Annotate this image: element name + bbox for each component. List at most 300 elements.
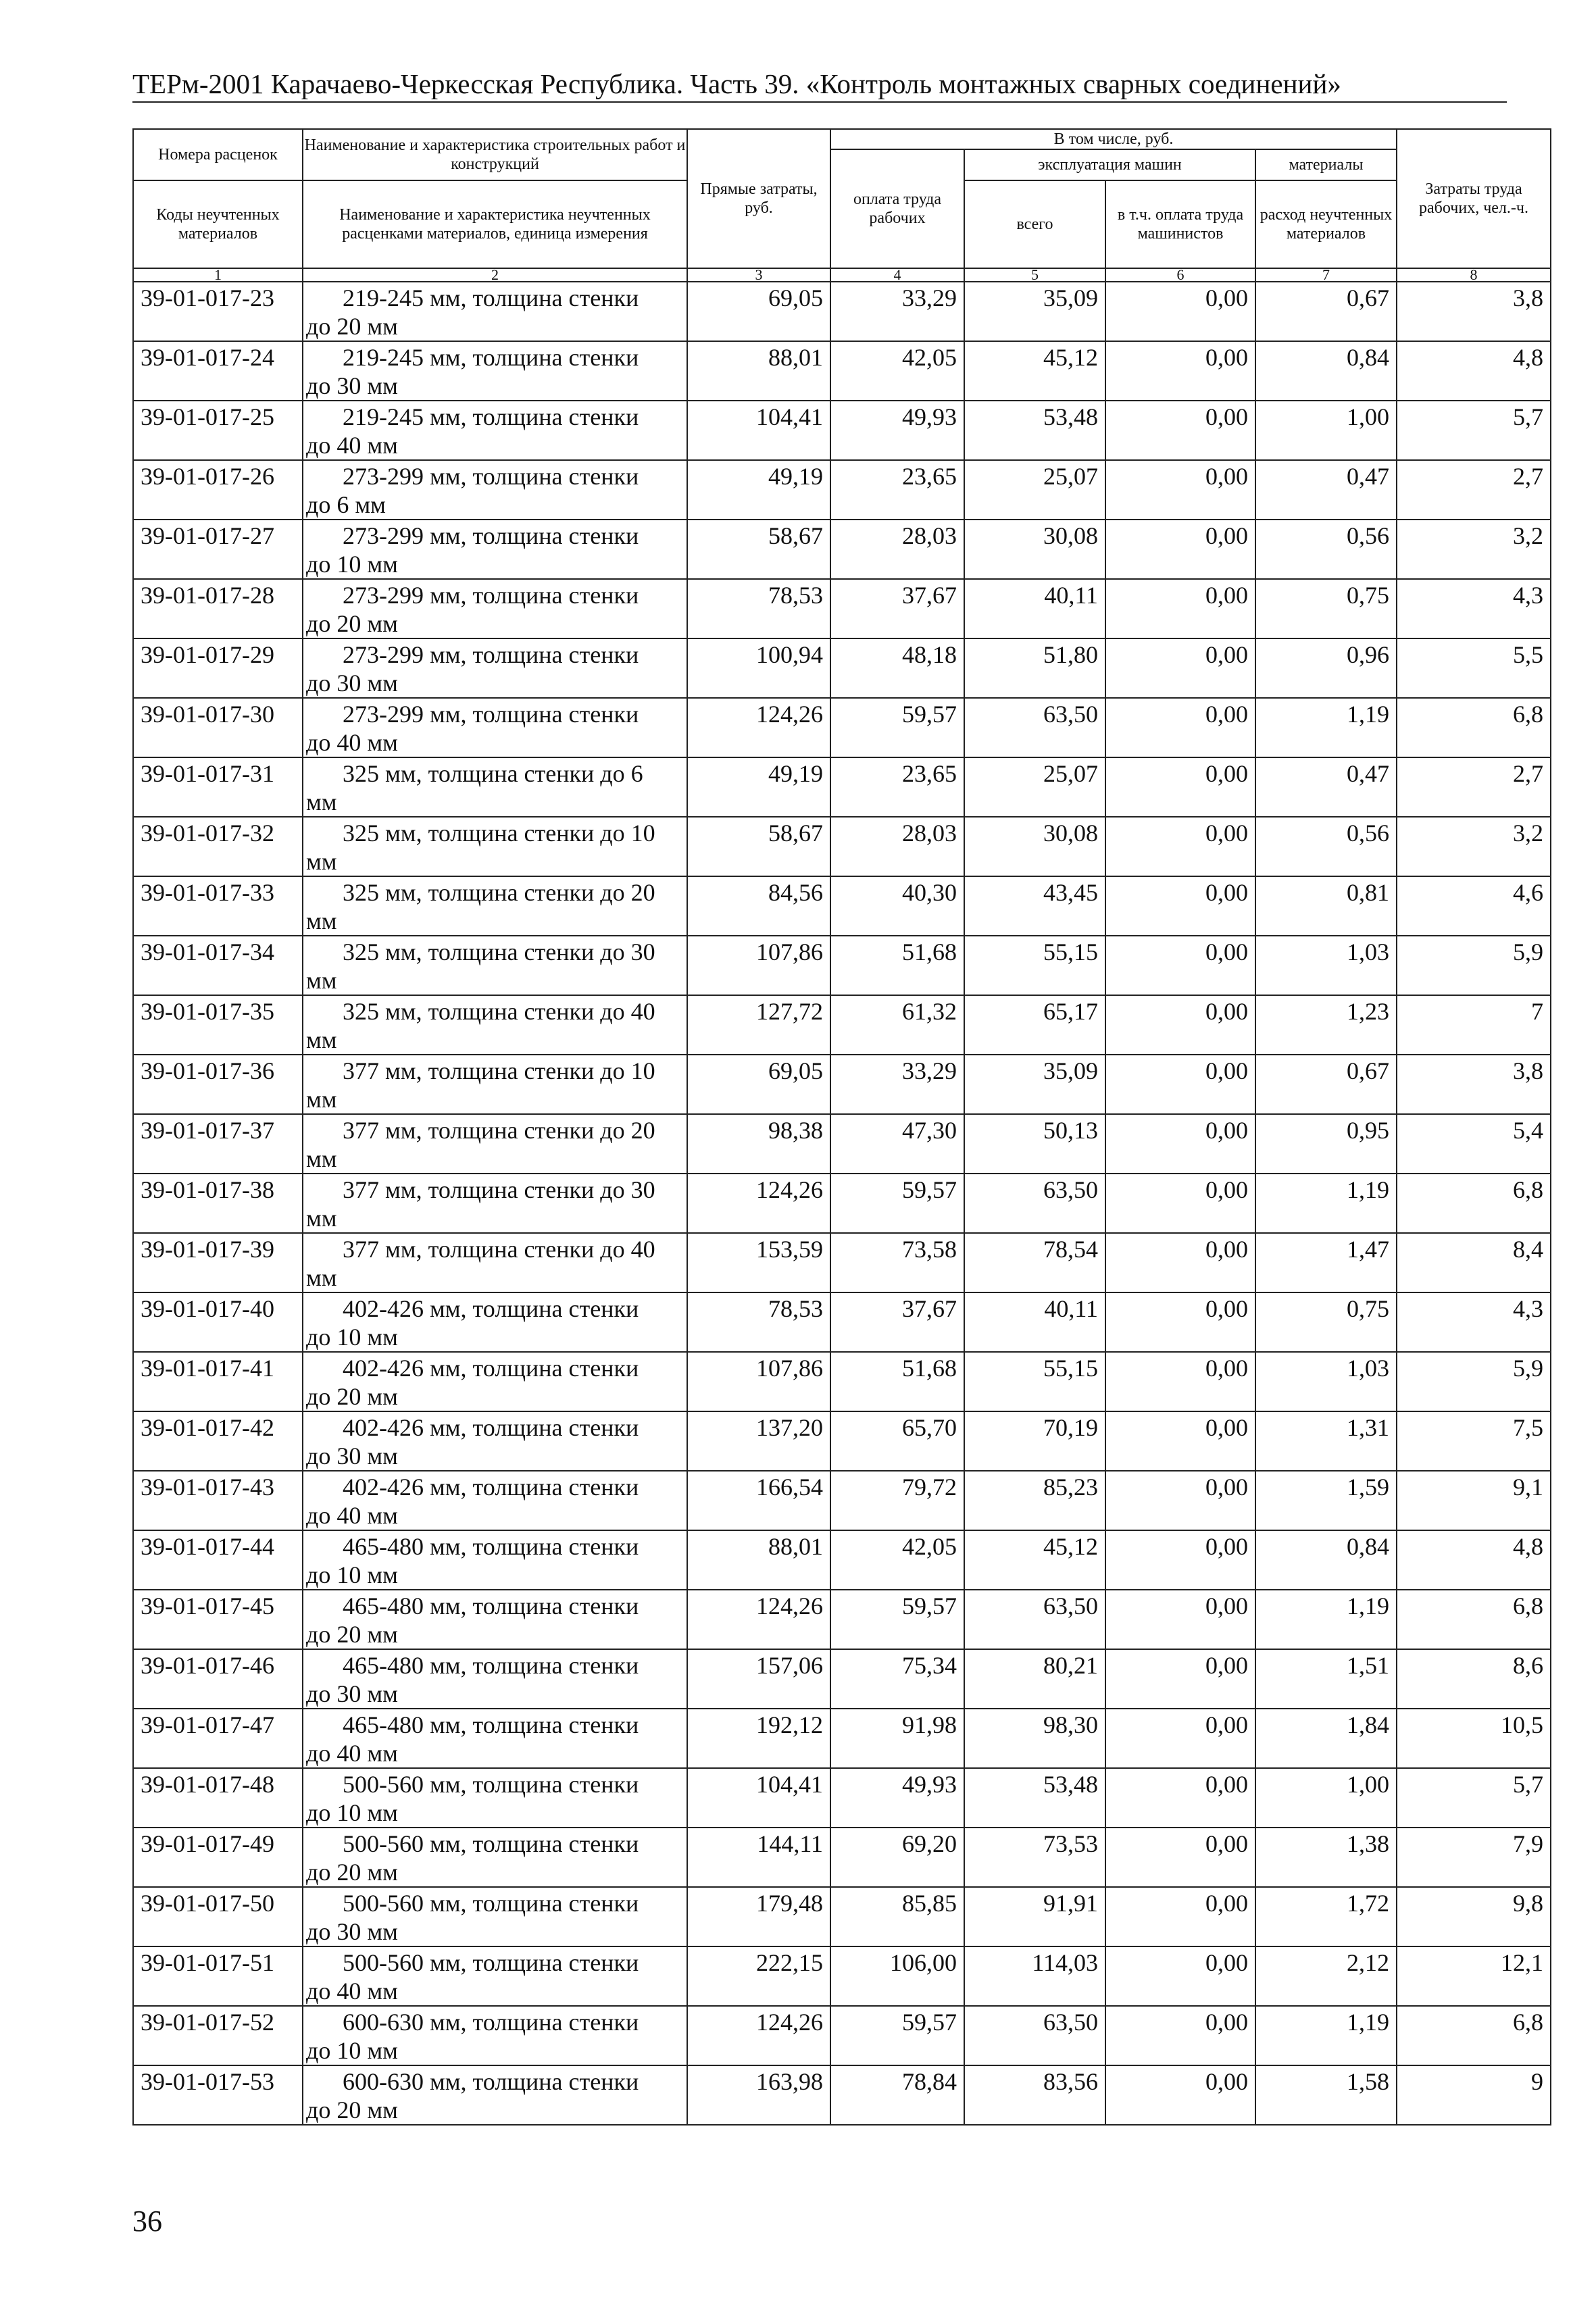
work-description <box>303 579 687 638</box>
labor-pay: 42,05 <box>830 341 964 401</box>
direct-costs: 124,26 <box>687 1590 830 1649</box>
machines-total: 83,56 <box>964 2065 1105 2125</box>
machinist-pay: 0,00 <box>1105 1946 1255 2006</box>
labor-hours: 5,5 <box>1397 638 1551 698</box>
description-line-2: до 10 мм <box>306 2037 398 2064</box>
machinist-pay: 0,00 <box>1105 1530 1255 1590</box>
description-line-2: до 40 мм <box>306 432 398 459</box>
table-row <box>133 1292 1551 1352</box>
direct-costs: 69,05 <box>687 1055 830 1114</box>
machinist-pay: 0,00 <box>1105 1590 1255 1649</box>
machines-total: 53,48 <box>964 1768 1105 1828</box>
column-number: 6 <box>1105 268 1255 282</box>
labor-hours: 12,1 <box>1397 1946 1551 2006</box>
work-description <box>303 757 687 817</box>
work-description <box>303 1352 687 1411</box>
work-description <box>303 1768 687 1828</box>
page-number: 36 <box>132 2205 162 2238</box>
labor-pay: 28,03 <box>830 520 964 579</box>
description-line-2: до 30 мм <box>306 1442 398 1469</box>
materials-cost: 0,95 <box>1255 1114 1397 1174</box>
rate-code: 39-01-017-46 <box>133 1649 303 1709</box>
page-header: ТЕРм-2001 Карачаево-Черкесская Республика. Часть 39. «Контроль монтажных сварных соединений» <box>132 68 1341 99</box>
header-labor-pay: оплата труда рабочих <box>830 149 964 268</box>
labor-pay: 59,57 <box>830 698 964 757</box>
description-line-2: мм <box>306 907 337 934</box>
work-description <box>303 1055 687 1114</box>
direct-costs: 124,26 <box>687 698 830 757</box>
description-line-1: 219-245 мм, толщина стенки <box>343 403 639 430</box>
description-line-1: 273-299 мм, толщина стенки <box>343 463 639 490</box>
description-line-2: до 10 мм <box>306 1324 398 1351</box>
rates-table <box>132 128 1551 2126</box>
labor-hours: 5,7 <box>1397 1768 1551 1828</box>
work-description <box>303 1887 687 1946</box>
machinist-pay: 0,00 <box>1105 1114 1255 1174</box>
header-labor-hours: Затраты труда рабочих, чел.-ч. <box>1397 129 1551 268</box>
rate-code: 39-01-017-31 <box>133 757 303 817</box>
description-line-1: 377 мм, толщина стенки до 20 <box>343 1117 655 1144</box>
direct-costs: 58,67 <box>687 817 830 876</box>
work-description <box>303 341 687 401</box>
labor-pay: 28,03 <box>830 817 964 876</box>
rate-code: 39-01-017-36 <box>133 1055 303 1114</box>
labor-hours: 7,9 <box>1397 1828 1551 1887</box>
direct-costs: 69,05 <box>687 282 830 341</box>
labor-pay: 65,70 <box>830 1411 964 1471</box>
materials-cost: 1,31 <box>1255 1411 1397 1471</box>
rate-code: 39-01-017-50 <box>133 1887 303 1946</box>
materials-cost: 1,19 <box>1255 1590 1397 1649</box>
table-header <box>133 129 1551 282</box>
description-line-2: до 30 мм <box>306 1918 398 1945</box>
header-materials: материалы <box>1255 149 1397 180</box>
rate-code: 39-01-017-44 <box>133 1530 303 1590</box>
description-line-1: 273-299 мм, толщина стенки <box>343 641 639 668</box>
rate-code: 39-01-017-52 <box>133 2006 303 2065</box>
materials-cost: 1,58 <box>1255 2065 1397 2125</box>
materials-cost: 1,00 <box>1255 401 1397 460</box>
machinist-pay: 0,00 <box>1105 1471 1255 1530</box>
labor-pay: 37,67 <box>830 579 964 638</box>
machines-total: 85,23 <box>964 1471 1105 1530</box>
machines-total: 55,15 <box>964 936 1105 995</box>
description-line-2: мм <box>306 1205 337 1232</box>
work-description <box>303 401 687 460</box>
header-direct-costs: Прямые затраты, руб. <box>687 129 830 268</box>
table-row <box>133 1055 1551 1114</box>
materials-cost: 1,03 <box>1255 1352 1397 1411</box>
table-row <box>133 1471 1551 1530</box>
description-line-1: 500-560 мм, толщина стенки <box>343 1949 639 1976</box>
machines-total: 35,09 <box>964 282 1105 341</box>
machinist-pay: 0,00 <box>1105 1709 1255 1768</box>
machinist-pay: 0,00 <box>1105 1233 1255 1292</box>
header-work-name: Наименование и характеристика строительных работ и конструкций <box>303 129 687 180</box>
materials-cost: 0,47 <box>1255 460 1397 520</box>
labor-hours: 2,7 <box>1397 460 1551 520</box>
machines-total: 63,50 <box>964 1174 1105 1233</box>
materials-cost: 0,75 <box>1255 1292 1397 1352</box>
direct-costs: 78,53 <box>687 1292 830 1352</box>
labor-pay: 40,30 <box>830 876 964 936</box>
work-description <box>303 1649 687 1709</box>
description-line-2: до 10 мм <box>306 1799 398 1826</box>
work-description <box>303 520 687 579</box>
direct-costs: 163,98 <box>687 2065 830 2125</box>
rate-code: 39-01-017-40 <box>133 1292 303 1352</box>
direct-costs: 107,86 <box>687 936 830 995</box>
machinist-pay: 0,00 <box>1105 282 1255 341</box>
machines-total: 80,21 <box>964 1649 1105 1709</box>
materials-cost: 0,75 <box>1255 579 1397 638</box>
labor-pay: 73,58 <box>830 1233 964 1292</box>
materials-cost: 0,67 <box>1255 1055 1397 1114</box>
work-description <box>303 638 687 698</box>
direct-costs: 144,11 <box>687 1828 830 1887</box>
header-material-names: Наименование и характеристика неучтенных расценками материалов, единица измерения <box>303 180 687 268</box>
labor-pay: 59,57 <box>830 2006 964 2065</box>
header-machines-total: всего <box>964 180 1105 268</box>
machines-total: 70,19 <box>964 1411 1105 1471</box>
description-line-2: мм <box>306 1086 337 1113</box>
rate-code: 39-01-017-27 <box>133 520 303 579</box>
labor-pay: 85,85 <box>830 1887 964 1946</box>
machines-total: 73,53 <box>964 1828 1105 1887</box>
rate-code: 39-01-017-25 <box>133 401 303 460</box>
machinist-pay: 0,00 <box>1105 579 1255 638</box>
machinist-pay: 0,00 <box>1105 2065 1255 2125</box>
machines-total: 51,80 <box>964 638 1105 698</box>
direct-costs: 98,38 <box>687 1114 830 1174</box>
table-row <box>133 341 1551 401</box>
materials-cost: 0,67 <box>1255 282 1397 341</box>
table-row <box>133 876 1551 936</box>
description-line-2: мм <box>306 1145 337 1172</box>
machines-total: 25,07 <box>964 460 1105 520</box>
labor-pay: 33,29 <box>830 282 964 341</box>
labor-hours: 4,8 <box>1397 341 1551 401</box>
work-description <box>303 2006 687 2065</box>
labor-pay: 51,68 <box>830 936 964 995</box>
materials-cost: 1,84 <box>1255 1709 1397 1768</box>
rate-code: 39-01-017-26 <box>133 460 303 520</box>
description-line-1: 465-480 мм, толщина стенки <box>343 1592 639 1619</box>
machines-total: 45,12 <box>964 1530 1105 1590</box>
rate-code: 39-01-017-30 <box>133 698 303 757</box>
labor-hours: 5,9 <box>1397 1352 1551 1411</box>
materials-cost: 1,03 <box>1255 936 1397 995</box>
machines-total: 78,54 <box>964 1233 1105 1292</box>
description-line-2: до 40 мм <box>306 1978 398 2005</box>
labor-hours: 7 <box>1397 995 1551 1055</box>
labor-pay: 106,00 <box>830 1946 964 2006</box>
description-line-1: 402-426 мм, толщина стенки <box>343 1295 639 1322</box>
labor-pay: 69,20 <box>830 1828 964 1887</box>
labor-hours: 8,6 <box>1397 1649 1551 1709</box>
table-row <box>133 638 1551 698</box>
materials-cost: 1,59 <box>1255 1471 1397 1530</box>
materials-cost: 0,56 <box>1255 520 1397 579</box>
labor-pay: 79,72 <box>830 1471 964 1530</box>
machinist-pay: 0,00 <box>1105 1649 1255 1709</box>
direct-costs: 222,15 <box>687 1946 830 2006</box>
direct-costs: 104,41 <box>687 401 830 460</box>
labor-hours: 6,8 <box>1397 1590 1551 1649</box>
machines-total: 25,07 <box>964 757 1105 817</box>
machines-total: 30,08 <box>964 817 1105 876</box>
rate-code: 39-01-017-45 <box>133 1590 303 1649</box>
labor-hours: 5,4 <box>1397 1114 1551 1174</box>
table-row <box>133 817 1551 876</box>
labor-pay: 61,32 <box>830 995 964 1055</box>
machines-total: 40,11 <box>964 579 1105 638</box>
labor-hours: 7,5 <box>1397 1411 1551 1471</box>
work-description <box>303 460 687 520</box>
machines-total: 55,15 <box>964 1352 1105 1411</box>
description-line-1: 465-480 мм, толщина стенки <box>343 1652 639 1679</box>
machines-total: 30,08 <box>964 520 1105 579</box>
column-number: 1 <box>133 268 303 282</box>
machinist-pay: 0,00 <box>1105 2006 1255 2065</box>
description-line-2: мм <box>306 788 337 815</box>
column-numbers-row <box>133 268 1551 282</box>
materials-cost: 1,19 <box>1255 1174 1397 1233</box>
description-line-1: 402-426 мм, толщина стенки <box>343 1355 639 1382</box>
description-line-1: 325 мм, толщина стенки до 40 <box>343 998 655 1025</box>
description-line-1: 219-245 мм, толщина стенки <box>343 284 639 311</box>
labor-hours: 5,7 <box>1397 401 1551 460</box>
labor-hours: 6,8 <box>1397 1174 1551 1233</box>
materials-cost: 1,38 <box>1255 1828 1397 1887</box>
materials-cost: 1,47 <box>1255 1233 1397 1292</box>
work-description <box>303 1114 687 1174</box>
work-description <box>303 282 687 341</box>
rate-code: 39-01-017-23 <box>133 282 303 341</box>
header-material-codes: Коды неучтенных материалов <box>133 180 303 268</box>
description-line-2: до 40 мм <box>306 1740 398 1767</box>
description-line-2: до 40 мм <box>306 729 398 756</box>
work-description <box>303 876 687 936</box>
column-number: 8 <box>1397 268 1551 282</box>
labor-hours: 9,8 <box>1397 1887 1551 1946</box>
direct-costs: 157,06 <box>687 1649 830 1709</box>
machines-total: 114,03 <box>964 1946 1105 2006</box>
work-description <box>303 1174 687 1233</box>
work-description <box>303 1828 687 1887</box>
description-line-1: 402-426 мм, толщина стенки <box>343 1414 639 1441</box>
rate-code: 39-01-017-39 <box>133 1233 303 1292</box>
machinist-pay: 0,00 <box>1105 1768 1255 1828</box>
machinist-pay: 0,00 <box>1105 1055 1255 1114</box>
description-line-2: до 30 мм <box>306 372 398 399</box>
work-description <box>303 2065 687 2125</box>
machines-total: 91,91 <box>964 1887 1105 1946</box>
work-description <box>303 1233 687 1292</box>
table-body <box>133 282 1551 2125</box>
work-description <box>303 1709 687 1768</box>
direct-costs: 88,01 <box>687 1530 830 1590</box>
machines-total: 40,11 <box>964 1292 1105 1352</box>
machinist-pay: 0,00 <box>1105 995 1255 1055</box>
materials-cost: 1,23 <box>1255 995 1397 1055</box>
direct-costs: 49,19 <box>687 460 830 520</box>
header-machine-operation: эксплуатация машин <box>964 149 1255 180</box>
direct-costs: 166,54 <box>687 1471 830 1530</box>
header-machinist-pay: в т.ч. оплата труда машинистов <box>1105 180 1255 268</box>
machinist-pay: 0,00 <box>1105 1887 1255 1946</box>
machines-total: 45,12 <box>964 341 1105 401</box>
table-row <box>133 1709 1551 1768</box>
table-row <box>133 936 1551 995</box>
direct-costs: 127,72 <box>687 995 830 1055</box>
table-row <box>133 1174 1551 1233</box>
column-number: 2 <box>303 268 687 282</box>
labor-pay: 42,05 <box>830 1530 964 1590</box>
table-row <box>133 1649 1551 1709</box>
table-row <box>133 1233 1551 1292</box>
machinist-pay: 0,00 <box>1105 698 1255 757</box>
description-line-2: до 20 мм <box>306 313 398 340</box>
rate-code: 39-01-017-38 <box>133 1174 303 1233</box>
machines-total: 63,50 <box>964 1590 1105 1649</box>
direct-costs: 58,67 <box>687 520 830 579</box>
labor-hours: 3,8 <box>1397 282 1551 341</box>
description-line-2: до 30 мм <box>306 1680 398 1707</box>
rate-code: 39-01-017-34 <box>133 936 303 995</box>
materials-cost: 1,19 <box>1255 2006 1397 2065</box>
labor-pay: 47,30 <box>830 1114 964 1174</box>
rate-code: 39-01-017-47 <box>133 1709 303 1768</box>
header-material-consumption: расход неучтенных материалов <box>1255 180 1397 268</box>
direct-costs: 137,20 <box>687 1411 830 1471</box>
rate-code: 39-01-017-51 <box>133 1946 303 2006</box>
machinist-pay: 0,00 <box>1105 638 1255 698</box>
labor-pay: 49,93 <box>830 401 964 460</box>
rate-code: 39-01-017-28 <box>133 579 303 638</box>
description-line-2: мм <box>306 1264 337 1291</box>
description-line-2: мм <box>306 1026 337 1053</box>
column-number: 7 <box>1255 268 1397 282</box>
table-row <box>133 698 1551 757</box>
description-line-1: 273-299 мм, толщина стенки <box>343 701 639 728</box>
machines-total: 65,17 <box>964 995 1105 1055</box>
table-row <box>133 401 1551 460</box>
description-line-2: до 20 мм <box>306 610 398 637</box>
machines-total: 43,45 <box>964 876 1105 936</box>
materials-cost: 0,84 <box>1255 1530 1397 1590</box>
machinist-pay: 0,00 <box>1105 1352 1255 1411</box>
machinist-pay: 0,00 <box>1105 460 1255 520</box>
description-line-1: 465-480 мм, толщина стенки <box>343 1711 639 1738</box>
rate-code: 39-01-017-32 <box>133 817 303 876</box>
table-row <box>133 1411 1551 1471</box>
labor-hours: 4,6 <box>1397 876 1551 936</box>
description-line-1: 500-560 мм, толщина стенки <box>343 1771 639 1798</box>
labor-pay: 23,65 <box>830 757 964 817</box>
machines-total: 63,50 <box>964 2006 1105 2065</box>
description-line-1: 500-560 мм, толщина стенки <box>343 1890 639 1917</box>
machinist-pay: 0,00 <box>1105 401 1255 460</box>
rate-code: 39-01-017-49 <box>133 1828 303 1887</box>
work-description <box>303 1292 687 1352</box>
materials-cost: 0,84 <box>1255 341 1397 401</box>
header-divider <box>132 101 1507 103</box>
header-rate-numbers: Номера расценок <box>133 129 303 180</box>
direct-costs: 84,56 <box>687 876 830 936</box>
description-line-1: 325 мм, толщина стенки до 30 <box>343 938 655 965</box>
materials-cost: 1,00 <box>1255 1768 1397 1828</box>
labor-pay: 91,98 <box>830 1709 964 1768</box>
direct-costs: 49,19 <box>687 757 830 817</box>
description-line-2: до 6 мм <box>306 491 386 518</box>
labor-pay: 33,29 <box>830 1055 964 1114</box>
labor-pay: 59,57 <box>830 1174 964 1233</box>
labor-hours: 9,1 <box>1397 1471 1551 1530</box>
table-row <box>133 460 1551 520</box>
machinist-pay: 0,00 <box>1105 341 1255 401</box>
description-line-1: 377 мм, толщина стенки до 10 <box>343 1057 655 1084</box>
description-line-2: до 20 мм <box>306 1383 398 1410</box>
direct-costs: 153,59 <box>687 1233 830 1292</box>
rate-code: 39-01-017-41 <box>133 1352 303 1411</box>
labor-hours: 5,9 <box>1397 936 1551 995</box>
rate-code: 39-01-017-42 <box>133 1411 303 1471</box>
work-description <box>303 817 687 876</box>
labor-pay: 75,34 <box>830 1649 964 1709</box>
labor-hours: 4,3 <box>1397 579 1551 638</box>
table-row <box>133 1828 1551 1887</box>
machinist-pay: 0,00 <box>1105 936 1255 995</box>
machinist-pay: 0,00 <box>1105 1411 1255 1471</box>
description-line-1: 325 мм, толщина стенки до 6 <box>343 760 643 787</box>
machines-total: 35,09 <box>964 1055 1105 1114</box>
labor-pay: 37,67 <box>830 1292 964 1352</box>
labor-pay: 51,68 <box>830 1352 964 1411</box>
machinist-pay: 0,00 <box>1105 520 1255 579</box>
direct-costs: 179,48 <box>687 1887 830 1946</box>
materials-cost: 1,19 <box>1255 698 1397 757</box>
rate-code: 39-01-017-37 <box>133 1114 303 1174</box>
labor-pay: 23,65 <box>830 460 964 520</box>
rate-code: 39-01-017-48 <box>133 1768 303 1828</box>
table-row <box>133 520 1551 579</box>
table-row <box>133 282 1551 341</box>
column-number: 5 <box>964 268 1105 282</box>
rate-code: 39-01-017-24 <box>133 341 303 401</box>
labor-hours: 6,8 <box>1397 698 1551 757</box>
table-row <box>133 757 1551 817</box>
column-number: 4 <box>830 268 964 282</box>
column-number: 3 <box>687 268 830 282</box>
materials-cost: 0,81 <box>1255 876 1397 936</box>
description-line-2: мм <box>306 967 337 994</box>
description-line-2: до 10 мм <box>306 1561 398 1588</box>
work-description <box>303 1590 687 1649</box>
description-line-1: 273-299 мм, толщина стенки <box>343 582 639 609</box>
machines-total: 63,50 <box>964 698 1105 757</box>
description-line-1: 465-480 мм, толщина стенки <box>343 1533 639 1560</box>
direct-costs: 124,26 <box>687 1174 830 1233</box>
machines-total: 98,30 <box>964 1709 1105 1768</box>
table-row <box>133 1352 1551 1411</box>
direct-costs: 104,41 <box>687 1768 830 1828</box>
labor-hours: 3,2 <box>1397 817 1551 876</box>
direct-costs: 78,53 <box>687 579 830 638</box>
rate-code: 39-01-017-53 <box>133 2065 303 2125</box>
labor-pay: 49,93 <box>830 1768 964 1828</box>
materials-cost: 0,56 <box>1255 817 1397 876</box>
